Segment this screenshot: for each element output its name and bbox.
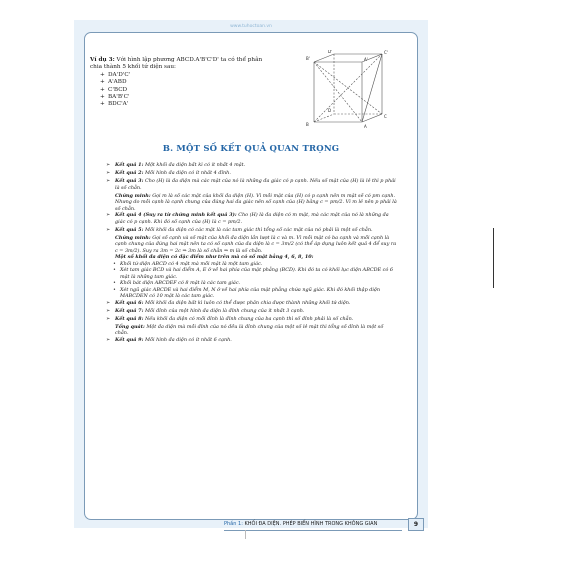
- vertex-label: B: [306, 122, 309, 127]
- tetrahedron-item: + BDC'A': [100, 101, 270, 108]
- tetrahedron-item: + A'ABD: [100, 79, 270, 86]
- scroll-divider: [493, 228, 494, 288]
- result-item: ➢ Kết quả 4 (Suy ra từ chứng minh kết quả 3): Cho (H) là đa diện có m mặt, mà các mặt của nó là những đa giác có p cạnh. Khi đó số cạnh của (H) là c = pm/2.: [106, 212, 398, 225]
- result-item: ➢ Kết quả 5: Mỗi khối đa diện có các mặt là các tam giác thì tổng số các mặt của nó phải là một số chẵn.: [106, 227, 398, 234]
- result-item: ➢ Kết quả 3: Cho (H) là đa diện mà các mặt của nó là những đa giác có p cạnh. Nếu số mặt của (H) là lẻ thì p phải là số chẵn.: [106, 178, 398, 191]
- vertex-label: B': [306, 56, 310, 61]
- footer-title: KHỐI ĐA DIỆN. PHÉP BIẾN HÌNH TRONG KHÔNG GIAN: [244, 521, 378, 527]
- page-number: 9: [408, 518, 424, 531]
- example-bullet: • Khối bát diện ABCDEF có 8 mặt là các tam giác.: [106, 280, 398, 287]
- result-item: ➢ Kết quả 1: Một khối đa diện bất kì có ít nhất 4 mặt.: [106, 162, 398, 169]
- bottom-tick: [245, 530, 246, 539]
- section-title: B. MỘT SỐ KẾT QUẢ QUAN TRỌNG: [162, 144, 340, 154]
- footer-part: Phần 1:: [224, 521, 243, 527]
- page-overlay: [74, 20, 428, 528]
- page-footer: [224, 518, 424, 531]
- example-bullet: • Xét ngũ giác ABCDE và hai điểm M, N ở về hai phía của mặt phẳng chứa ngũ giác. Khi đó khối thập diện MABCDEN có 10 mặt là các tam giác.: [106, 287, 398, 300]
- vertex-label: D: [328, 108, 332, 113]
- example-3: [90, 57, 270, 109]
- results-body: [106, 162, 398, 345]
- tetrahedron-item: + DA'D'C': [100, 72, 270, 79]
- result-item: ➢ Kết quả 8: Nếu khối đa diện có mỗi đỉnh là đỉnh chung của ba cạnh thì số đỉnh phải là số chẵn.: [106, 316, 398, 323]
- proof: Chứng minh: Gọi m là số các mặt của khối đa diện (H). Vì mỗi mặt của (H) có p cạnh nên m mặt sẽ có pm cạnh. Nhưng do mỗi cạnh là cạnh chung của đúng hai đa giác nên số cạnh của (H) bằng c = pm/2. Vì m lẻ nên p phải là số chẵn.: [115, 192, 397, 212]
- vertex-label: A': [364, 57, 368, 62]
- tetrahedra-list: [90, 72, 270, 109]
- tetrahedron-item: + C'BCD: [100, 87, 270, 94]
- tetrahedron-item: + BA'B'C': [100, 94, 270, 101]
- vertex-label: A: [364, 124, 367, 129]
- vertex-label: C': [384, 50, 388, 55]
- example-text: Với hình lập phương ABCD.A'B'C'D' ta có thể phân chia thành 5 khối tứ diện sau:: [90, 57, 263, 71]
- example-bullet: • Khối tứ diện ABCD có 4 mặt mà mỗi mặt là một tam giác.: [106, 261, 398, 268]
- result-item: ➢ Kết quả 6: Mỗi khối đa diện bất kì luôn có thể được phân chia được thành những khối tứ diện.: [106, 300, 398, 307]
- result-item: ➢ Kết quả 9: Mỗi hình đa diện có ít nhất 6 cạnh.: [106, 337, 398, 344]
- proof: Chứng minh: Gọi số cạnh và số mặt của khối đa diện lần lượt là c và m. Vì mỗi mặt có ba cạnh và mỗi cạnh là cạnh chung của đúng hai mặt nên ta có số cạnh của đa diện là c = 3m/2 (có thể áp dụng luôn kết quả 4 để suy ra c = 3m/2). Suy ra 3m = 2c ⇒ 3m là số chẵn ⇒ m là số chẵn.: [115, 234, 397, 254]
- vertex-label: C: [384, 114, 387, 119]
- cube-diagram: [300, 50, 408, 130]
- footer-rule: [224, 530, 402, 531]
- example-bullet: • Xét tam giác BCD và hai điểm A, E ở về hai phía của mặt phẳng (BCD). Khi đó ta có khối lục diện ABCDE có 6 mặt là những tam giác.: [106, 267, 398, 280]
- result-item: ➢ Kết quả 2: Mỗi hình đa diện có ít nhất 4 đỉnh.: [106, 170, 398, 177]
- watermark: www.tuhoctoan.vn: [230, 24, 272, 29]
- examples-heading: Một số khối đa diện có đặc điểm như trên mà có số mặt bằng 4, 6, 8, 10:: [115, 254, 314, 260]
- example-title: Ví dụ 3:: [90, 57, 115, 63]
- generalization: Tổng quát: Một đa diện mà mỗi đỉnh của nó đều là đỉnh chung của một số lẻ mặt thì tổng số đỉnh là một số chẵn.: [115, 323, 384, 336]
- result-item: ➢ Kết quả 7: Mỗi đỉnh của một hình đa diện là đỉnh chung của ít nhất 3 cạnh.: [106, 308, 398, 315]
- vertex-label: D': [328, 50, 333, 54]
